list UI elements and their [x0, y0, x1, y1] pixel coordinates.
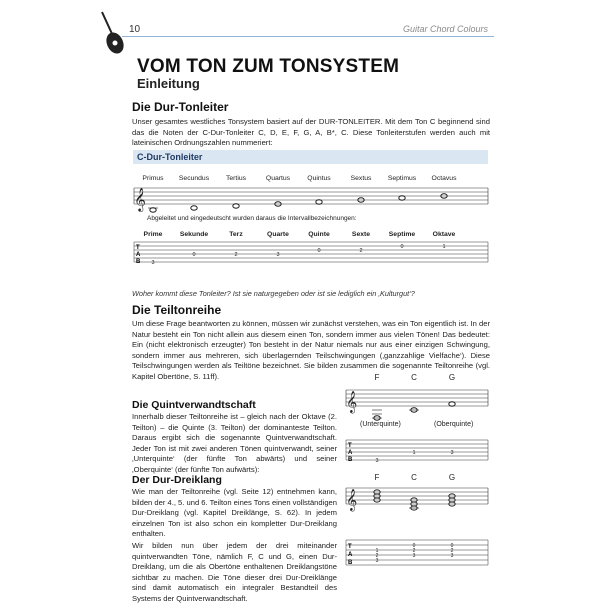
- tab-fret: 3: [412, 553, 416, 559]
- note-letter: F: [374, 373, 380, 382]
- german-label: Terz: [229, 231, 243, 238]
- chord-letter: G: [448, 473, 456, 482]
- paragraph-dur-tonleiter: [132, 117, 490, 149]
- triad-notation: [342, 470, 492, 590]
- latin-labels: [142, 175, 457, 182]
- tab-fret: 3: [375, 558, 379, 564]
- scale-box-title: C-Dur-Tonleiter: [137, 152, 203, 162]
- latin-label: Octavus: [431, 175, 457, 182]
- tab-fret: 0: [412, 543, 416, 549]
- tab-letter-b: B: [136, 259, 141, 265]
- tab-fret: 0: [400, 244, 404, 250]
- whole-note: [233, 204, 239, 208]
- tab-fret: 2: [375, 553, 379, 559]
- c-major-scale-notation: [128, 166, 493, 286]
- tab-fret: 3: [450, 553, 454, 559]
- tab-fret: 1: [375, 548, 379, 554]
- page-title: VOM TON ZUM TONSYSTEM: [137, 56, 400, 77]
- svg-text:B: B: [348, 457, 353, 463]
- whole-note: [150, 208, 156, 212]
- tab-fret: 1: [442, 244, 446, 250]
- paragraph-teiltonreihe-text: Um diese Frage beantworten zu können, müssen wir zunächst verstehen, was ein Ton eigentlich ist. In der Natur besteht ein Ton nicht allein aus diesem einen Ton, sondern immer aus vielen Tönen! Das bedeutet: Ein (nicht elektronisch erzeugter) Ton besteht in der Natur niemals nur aus einer einzigen Schwingung, sondern immer aus mehreren, sich überlagernden Teilschwingungen (‚ganzzahlige Vielfache‘). Diese Teilschwingungen werden als Teiltöne bezeichnet. Sie bilden zusammen die sogenannte Teiltonreihe (vgl. Kapitel Obertöne, S. 11ff).: [132, 319, 490, 381]
- tab-fret: 2: [412, 548, 416, 554]
- paragraph-dreiklang: [132, 487, 337, 540]
- label-unterquinte: (Unterquinte): [360, 421, 401, 428]
- paragraph-quint-text: Innerhalb dieser Teiltonreihe ist – gleich nach der Oktave (2. Teilton) – die Quinte (3. Teilton) der dominanteste Teilton. Daraus ergibt sich die sogenannte Quintverwandtschaft. Jeder Ton ist mit zwei anderen Tönen quintverwandt, seiner ‚Unterquinte‘ (der fünfte Ton abwärts) und seiner ‚Oberquinte‘ (der fünfte Ton aufwärts):: [132, 412, 337, 474]
- german-labels: [144, 231, 456, 238]
- german-label: Prime: [143, 231, 163, 238]
- latin-label: Tertius: [225, 175, 247, 182]
- note-letter: C: [411, 373, 417, 382]
- whole-note: [316, 200, 322, 204]
- tab-fret: 0: [450, 543, 454, 549]
- tab-fret: 3: [276, 252, 280, 258]
- tab-letter-t: T: [136, 245, 140, 251]
- treble-clef-icon: 𝄞: [346, 392, 358, 413]
- svg-text:T: T: [348, 443, 352, 449]
- german-label: Sexte: [351, 231, 371, 238]
- paragraph-quint: [132, 412, 337, 476]
- paragraph-dur-tonleiter-text: Unser gesamtes westliches Tonsystem basiert auf der DUR-TONLEITER. Mit dem Ton C beginnend sind das die Noten der C-Dur-Tonleiter C, D, E, F, G, A, B*, C. Diese Tonleiterstufen werden auch mit lateinischen Ordnungszahlen nummeriert:: [132, 117, 490, 148]
- svg-text:B: B: [348, 560, 353, 566]
- tab-fret: 3: [375, 458, 379, 464]
- heading-dur-tonleiter: Die Dur-Tonleiter: [132, 100, 229, 114]
- heading-quintverwandtschaft: Die Quintverwandtschaft: [132, 399, 256, 411]
- svg-text:A: A: [348, 552, 353, 558]
- german-label: Quinte: [308, 231, 330, 238]
- treble-clef-icon: 𝄞: [134, 189, 146, 211]
- treble-clef-icon: 𝄞: [346, 490, 358, 511]
- scale-tab-frets: [151, 244, 445, 266]
- latin-label: Quintus: [307, 175, 331, 182]
- german-label: Quarte: [267, 231, 289, 238]
- german-label: Oktave: [432, 231, 456, 238]
- latin-label: Sextus: [350, 175, 372, 182]
- tab-letter-a: A: [136, 252, 141, 258]
- note-letter: G: [448, 373, 456, 382]
- chord-letter: F: [374, 473, 380, 482]
- german-label: Sekunde: [179, 231, 209, 238]
- running-title: Guitar Chord Colours: [402, 24, 488, 34]
- quint-notation: [342, 370, 492, 470]
- question-text: Woher kommt diese Tonleiter? Ist sie naturgegeben oder ist sie lediglich ein ‚Kulturgut‘?: [132, 289, 415, 298]
- heading-teiltonreihe: Die Teiltonreihe: [132, 303, 222, 317]
- tab-fret: 0: [317, 248, 321, 254]
- paragraph-dreiklang-2: [132, 541, 337, 605]
- page-subtitle: Einleitung: [137, 76, 200, 91]
- scale-box-header: [133, 150, 488, 164]
- whole-note: [399, 196, 405, 200]
- latin-label: Primus: [142, 175, 164, 182]
- latin-label: Septimus: [387, 175, 417, 182]
- scale-notes: [148, 194, 447, 212]
- tab-fret: 2: [359, 248, 363, 254]
- header-divider: [122, 36, 494, 37]
- latin-label: Secundus: [178, 175, 210, 182]
- svg-text:A: A: [348, 450, 353, 456]
- tab-fret: 2: [234, 252, 238, 258]
- latin-label: Quartus: [265, 175, 291, 182]
- tab-fret: 3: [450, 450, 454, 456]
- german-label: Septime: [388, 231, 416, 238]
- svg-text:T: T: [348, 544, 352, 550]
- tab-fret: 2: [450, 548, 454, 554]
- paragraph-dreiklang-2-text: Wir bilden nun über jedem der drei miteinander quintverwandten Töne, nämlich F, C und G, einen Dur-Dreiklang, um die als Obertöne enthaltenen Dreiklangstöne sichtbar zu machen. Die Töne dieser drei Dur-Dreiklänge sind damit automatisch ein integraler Bestandteil des Systems der Quintverwandtschaft.: [132, 541, 337, 603]
- derived-note: Abgeleitet und eingedeutscht wurden daraus die Intervallbezeichnungen:: [147, 215, 357, 222]
- tab-fret: 3: [151, 260, 155, 266]
- paragraph-dreiklang-text: Wie man der Teiltonreihe (vgl. Seite 12) entnehmen kann, bilden der 4., 5. und 6. Teilton eines Tons einen vollständigen Dur-Dreiklang (vgl. Kapitel Dreiklänge, S. 62). In jedem einzelnen Ton ist also schon ein kompletter Dur-Dreiklang enthalten.: [132, 487, 337, 539]
- whole-note: [191, 206, 197, 210]
- whole-note: [449, 402, 455, 406]
- page-number: 10: [129, 24, 141, 35]
- tab-fret: 0: [192, 252, 196, 258]
- chord-letter: C: [411, 473, 417, 482]
- label-oberquinte: (Oberquinte): [434, 421, 474, 428]
- heading-dur-dreiklang: Der Dur-Dreiklang: [132, 474, 222, 486]
- tab-fret: 1: [412, 450, 416, 456]
